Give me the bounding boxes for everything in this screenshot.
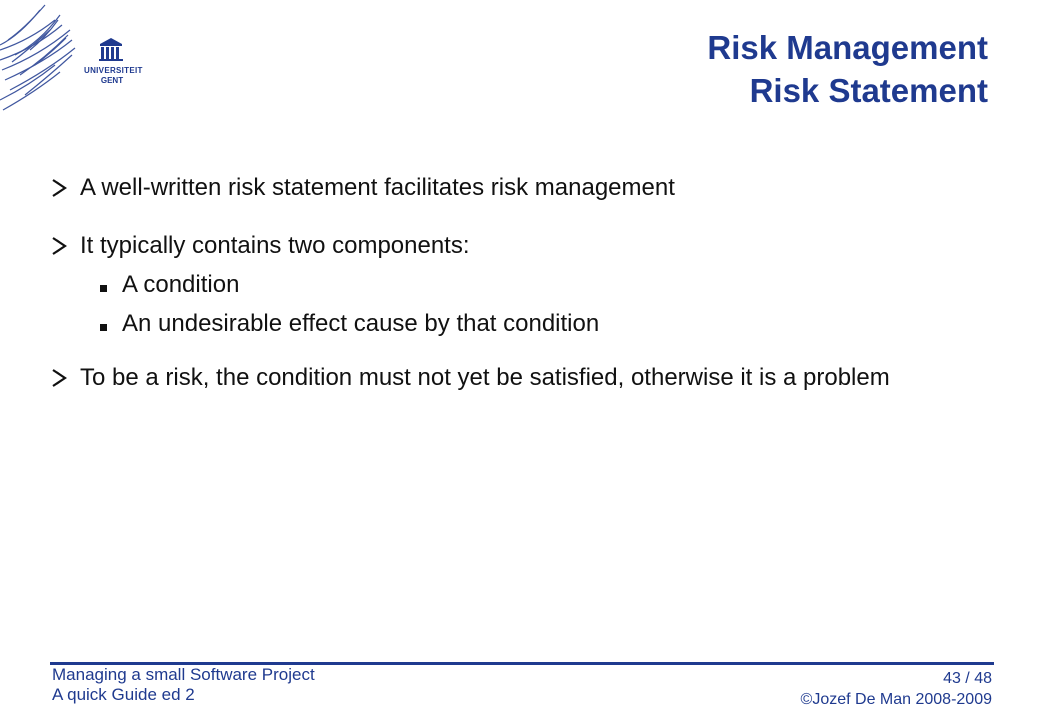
bullet-text: To be a risk, the condition must not yet be satisfied, otherwise it is a problem xyxy=(80,364,890,391)
arrow-bullet-icon xyxy=(50,230,78,271)
logo-text-line1: UNIVERSITEIT xyxy=(84,66,143,75)
bullet-item xyxy=(50,362,1000,394)
footer-course-info xyxy=(52,665,315,705)
title-line-1: Risk Management xyxy=(707,29,988,66)
title-line-2: Risk Statement xyxy=(749,72,988,109)
university-logo xyxy=(0,0,160,130)
logo-text-line2: GENT xyxy=(100,76,124,85)
bullet-item xyxy=(50,230,1000,262)
footer-course-line2: A quick Guide ed 2 xyxy=(52,685,195,704)
copyright: ©Jozef De Man 2008-2009 xyxy=(800,691,992,708)
page-number: 43 / 48 xyxy=(943,670,992,687)
logo-graphic xyxy=(0,0,160,130)
square-bullet-icon xyxy=(100,324,107,331)
slide-title xyxy=(707,26,988,112)
square-bullet-icon xyxy=(100,285,107,292)
arrow-bullet-icon xyxy=(50,362,78,403)
sub-bullet-item xyxy=(50,269,1000,301)
bullet-item xyxy=(50,172,1000,204)
sub-bullet-text: A condition xyxy=(122,271,240,298)
bullet-text: A well-written risk statement facilitates risk management xyxy=(80,174,675,201)
bullet-text: It typically contains two components: xyxy=(80,232,470,259)
footer-page-info xyxy=(801,668,992,710)
sub-bullet-item xyxy=(50,308,1000,340)
sub-bullet-text: An undesirable effect cause by that condition xyxy=(122,310,600,337)
slide-content xyxy=(50,172,1000,394)
arrow-bullet-icon xyxy=(50,172,78,213)
footer-course-line1: Managing a small Software Project xyxy=(52,665,315,684)
